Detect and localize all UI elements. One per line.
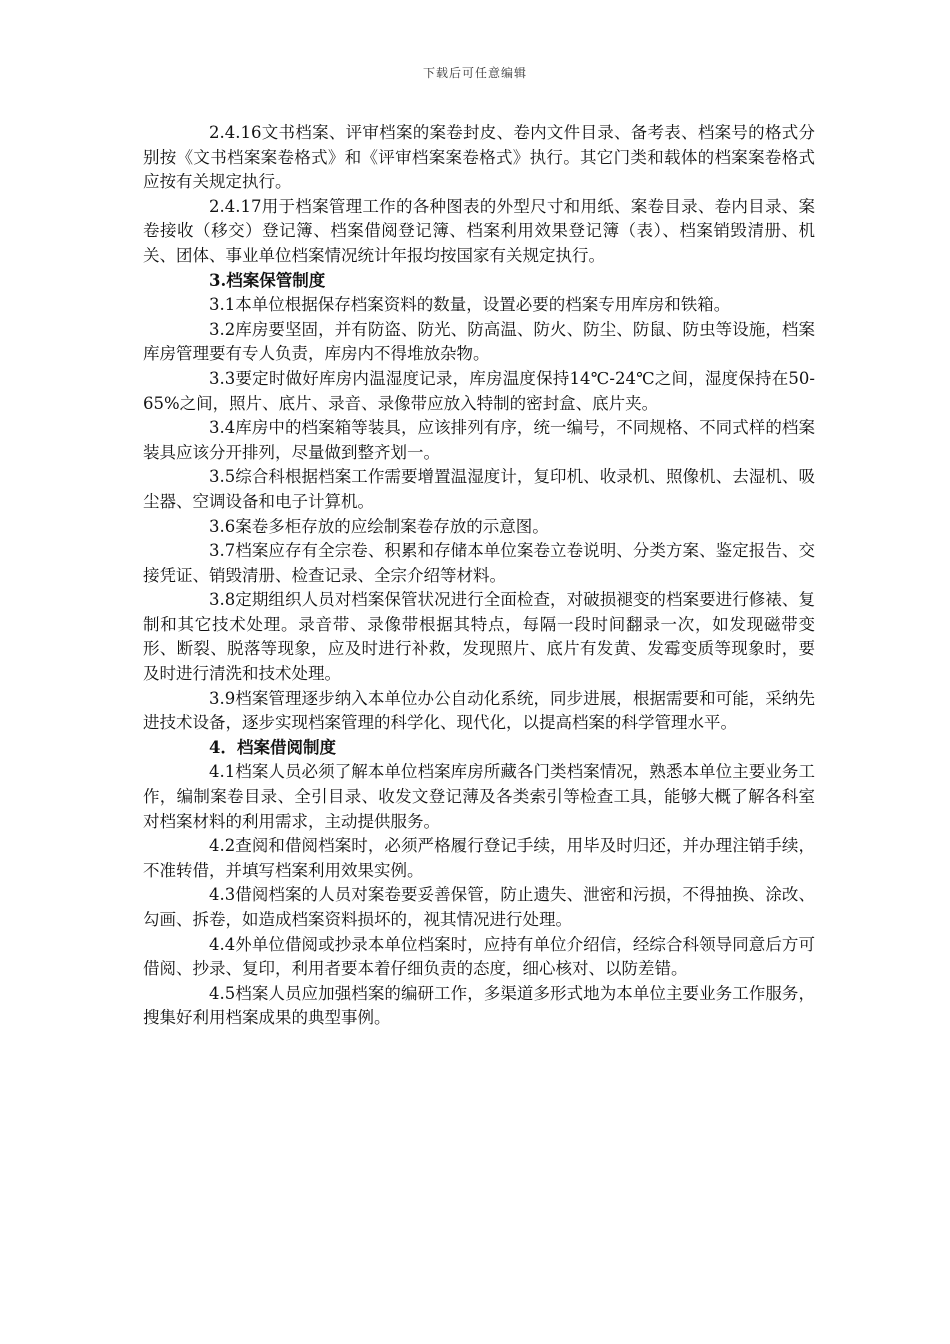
paragraph-3-7: 3.7档案应存有全宗卷、积累和存储本单位案卷立卷说明、分类方案、鉴定报告、交接凭证、销毁清册、检查记录、全宗介绍等材料。	[143, 541, 815, 585]
paragraph-4-4: 4.4外单位借阅或抄录本单位档案时，应持有单位介绍信，经综合科领导同意后方可借阅、抄录、复印，利用者要本着仔细负责的态度，细心核对、以防差错。	[143, 934, 815, 979]
paragraph-3-8: 3.8定期组织人员对档案保管状况进行全面检查，对破损褪变的档案要进行修裱、复制和其它技术处理。录音带、录像带根据其特点，每隔一段时间翻录一次，如发现磁带变形、断裂、脱落等现象，应及时进行补救，发现照片、底片有发黄、发霉变质等现象时，要及时进行清洗和技术处理。	[143, 590, 815, 684]
paragraph-4-3: 4.3借阅档案的人员对案卷要妥善保管，防止遗失、泄密和污损，不得抽换、涂改、勾画、拆卷，如造成档案资料损坏的，视其情况进行处理。	[143, 885, 815, 929]
paragraph-3-6: 3.6案卷多柜存放的应绘制案卷存放的示意图。	[209, 516, 549, 536]
section-heading-4: 4．档案借阅制度	[209, 737, 336, 757]
paragraph-3-2: 3.2库房要坚固，并有防盗、防光、防高温、防火、防尘、防鼠、防虫等设施，档案库房管理要有专人负责，库房内不得堆放杂物。	[143, 319, 815, 364]
document-body	[143, 121, 815, 1031]
paragraph-3-4: 3.4库房中的档案箱等装具，应该排列有序，统一编号，不同规格、不同式样的档案装具应该分开排列，尽量做到整齐划一。	[143, 418, 815, 462]
paragraph-3-9: 3.9档案管理逐步纳入本单位办公自动化系统，同步进展，根据需要和可能，采纳先进技术设备，逐步实现档案管理的科学化、现代化，以提高档案的科学管理水平。	[143, 688, 815, 733]
paragraph-3-3: 3.3要定时做好库房内温湿度记录，库房温度保持14℃-24℃之间，湿度保持在50-65%之间，照片、底片、录音、录像带应放入特制的密封盒、底片夹。	[143, 368, 815, 413]
paragraph-4-1: 4.1档案人员必须了解本单位档案库房所藏各门类档案情况，熟悉本单位主要业务工作，编制案卷目录、全引目录、收发文登记薄及各类索引等检查工具，能够大概了解各科室对档案材料的利用需求，主动提供服务。	[143, 762, 815, 831]
paragraph-3-5: 3.5综合科根据档案工作需要增置温湿度计，复印机、收录机、照像机、去湿机、吸尘器、空调设备和电子计算机。	[143, 467, 815, 511]
section-heading-3: 3.档案保管制度	[209, 270, 326, 290]
paragraph-4-2: 4.2查阅和借阅档案时，必须严格履行登记手续，用毕及时归还，并办理注销手续，不准转借，并填写档案利用效果实例。	[143, 836, 815, 880]
paragraph-2-4-17: 2.4.17用于档案管理工作的各种图表的外型尺寸和用纸、案卷目录、卷内目录、案卷接收（移交）登记簿、档案借阅登记簿、档案利用效果登记簿（表）、档案销毁清册、机关、团体、事业单位档案情况统计年报均按国家有关规定执行。	[143, 196, 815, 265]
paragraph-4-5: 4.5档案人员应加强档案的编研工作，多渠道多形式地为本单位主要业务工作服务，搜集好利用档案成果的典型事例。	[143, 983, 815, 1028]
paragraph-2-4-16: 2.4.16文书档案、评审档案的案卷封皮、卷内文件目录、备考表、档案号的格式分别按《文书档案案卷格式》和《评审档案案卷格式》执行。其它门类和载体的档案案卷格式应按有关规定执行。	[143, 123, 815, 192]
paragraph-3-1: 3.1本单位根据保存档案资料的数量，设置必要的档案专用库房和铁箱。	[209, 295, 731, 315]
page-header: 下载后可任意编辑	[422, 66, 527, 80]
